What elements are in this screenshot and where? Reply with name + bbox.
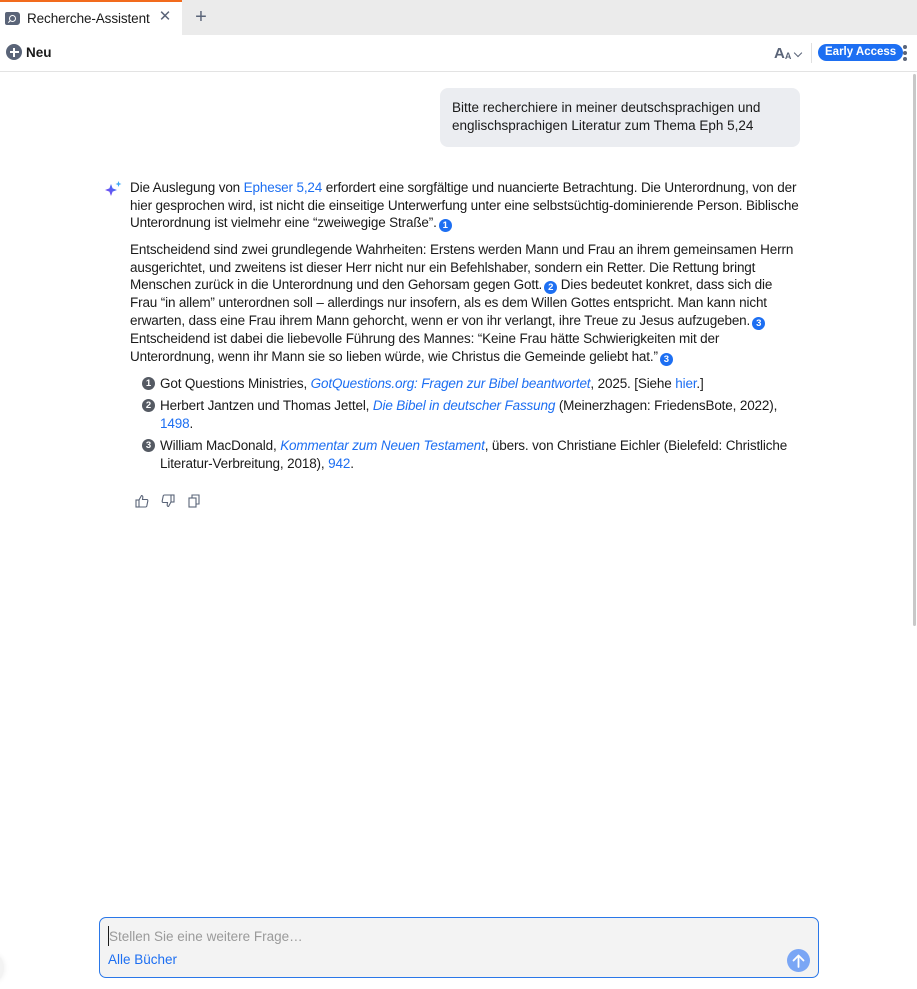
font-size-icon: A [774,45,785,62]
citation-marker[interactable]: 3 [752,317,765,330]
ai-sparkle-icon [104,180,124,198]
book-title-link[interactable]: Kommentar zum Neuen Testament [280,437,485,453]
citation-marker[interactable]: 2 [544,281,557,294]
reference-item: 2 Herbert Jantzen und Thomas Jettel, Die Bibel in deutscher Fassung (Meinerzhagen: FriedensBote, 2022), 1498. [142,397,802,433]
copy-icon[interactable] [187,494,201,508]
source-link[interactable]: hier [675,375,697,391]
scrollbar[interactable] [913,74,916,626]
thumbs-up-icon[interactable] [135,494,149,508]
tab-strip [0,0,917,35]
question-input[interactable] [108,926,708,946]
book-scope-selector[interactable]: Alle Bücher [108,952,178,967]
feedback-bar [135,494,201,508]
scripture-link[interactable]: Epheser 5,24 [243,180,323,195]
divider [811,43,812,63]
citation-marker[interactable]: 1 [439,219,452,232]
reference-list [130,375,802,473]
thumbs-down-icon[interactable] [161,494,175,508]
book-title-link[interactable]: GotQuestions.org: Fragen zur Bibel beantwortet [310,375,591,391]
assistant-answer [130,179,802,477]
new-conversation-button[interactable] [6,44,52,60]
page-link[interactable]: 1498 [160,415,190,431]
early-access-badge[interactable]: Early Access [818,44,903,61]
book-title-link[interactable]: Die Bibel in deutscher Fassung [372,397,556,413]
send-button[interactable] [787,949,810,972]
toolbar [0,35,917,72]
side-panel-handle[interactable] [0,955,4,981]
tab-label: Recherche-Assistent [27,11,150,26]
reference-item: 3 William MacDonald, Kommentar zum Neuen Testament, übers. von Christiane Eichler (Bielefeld: Christliche Literatur-Verbreitung, 2018), 942. [142,437,802,473]
answer-paragraph: Die Auslegung von Epheser 5,24 erfordert eine sorgfältige und nuancierte Betrachtung. Die Unterordnung, von der hier gesprochen wird, ist nicht die einseitige Unterwerfung unter eine selbstsüchtig-dominierende Person. Biblische Unterordnung ist vielmehr eine “zweiwegige Straße”. 1 [130,180,799,232]
arrow-up-icon [792,954,805,968]
reference-number: 3 [142,439,155,452]
plus-circle-icon [6,44,22,60]
new-button-label: Neu [26,44,52,60]
reference-item: 1 Got Questions Ministries, GotQuestions.org: Fragen zur Bibel beantwortet, 2025. [Siehe hier.] [142,375,802,393]
answer-paragraph: Entscheidend sind zwei grundlegende Wahrheiten: Erstens werden Mann und Frau an ihrem gemeinsamen Herrn ausgerichtet, und zweitens ist dieser Herr nicht nur ein Befehlshaber, sondern ein Retter. Die Rettung bringt Menschen zurück in die Unterordnung und den Gehorsam gegen Gott. 2 Dies bedeutet konkret, dass sich die Frau “in allem” unterordnen soll – allerdings nur insofern, als es dem Willen Gottes entspricht. Man kann nicht erwarten, dass eine Frau ihrem Mann gehorcht, wenn er von ihr verlangt, ihre Treue zu Jesus aufzugeben. 3 Entscheidend ist dabei die liebevolle Führung des Mannes: “Keine Frau hätte Schwierigkeiten mit der Unterordnung, wenn ihr Mann sie so lieben würde, wie Christus die Gemeinde geliebt hat.” 3 [130,242,794,365]
more-options-icon[interactable] [900,43,910,63]
new-tab-button[interactable]: + [195,6,207,28]
page-link[interactable]: 942 [328,455,351,471]
question-input-box [99,917,819,978]
user-message: Bitte recherchiere in meiner deutschsprachigen und englischsprachigen Literatur zum Thema Eph 5,24 [440,88,800,147]
close-tab-icon[interactable]: ✕ [158,8,172,25]
citation-marker[interactable]: 3 [660,353,673,366]
chevron-down-icon [794,49,802,57]
search-book-icon [5,12,20,25]
reference-number: 1 [142,377,155,390]
tab-recherche-assistent[interactable] [0,0,182,35]
font-size-button[interactable]: A A [774,44,801,62]
reference-number: 2 [142,399,155,412]
